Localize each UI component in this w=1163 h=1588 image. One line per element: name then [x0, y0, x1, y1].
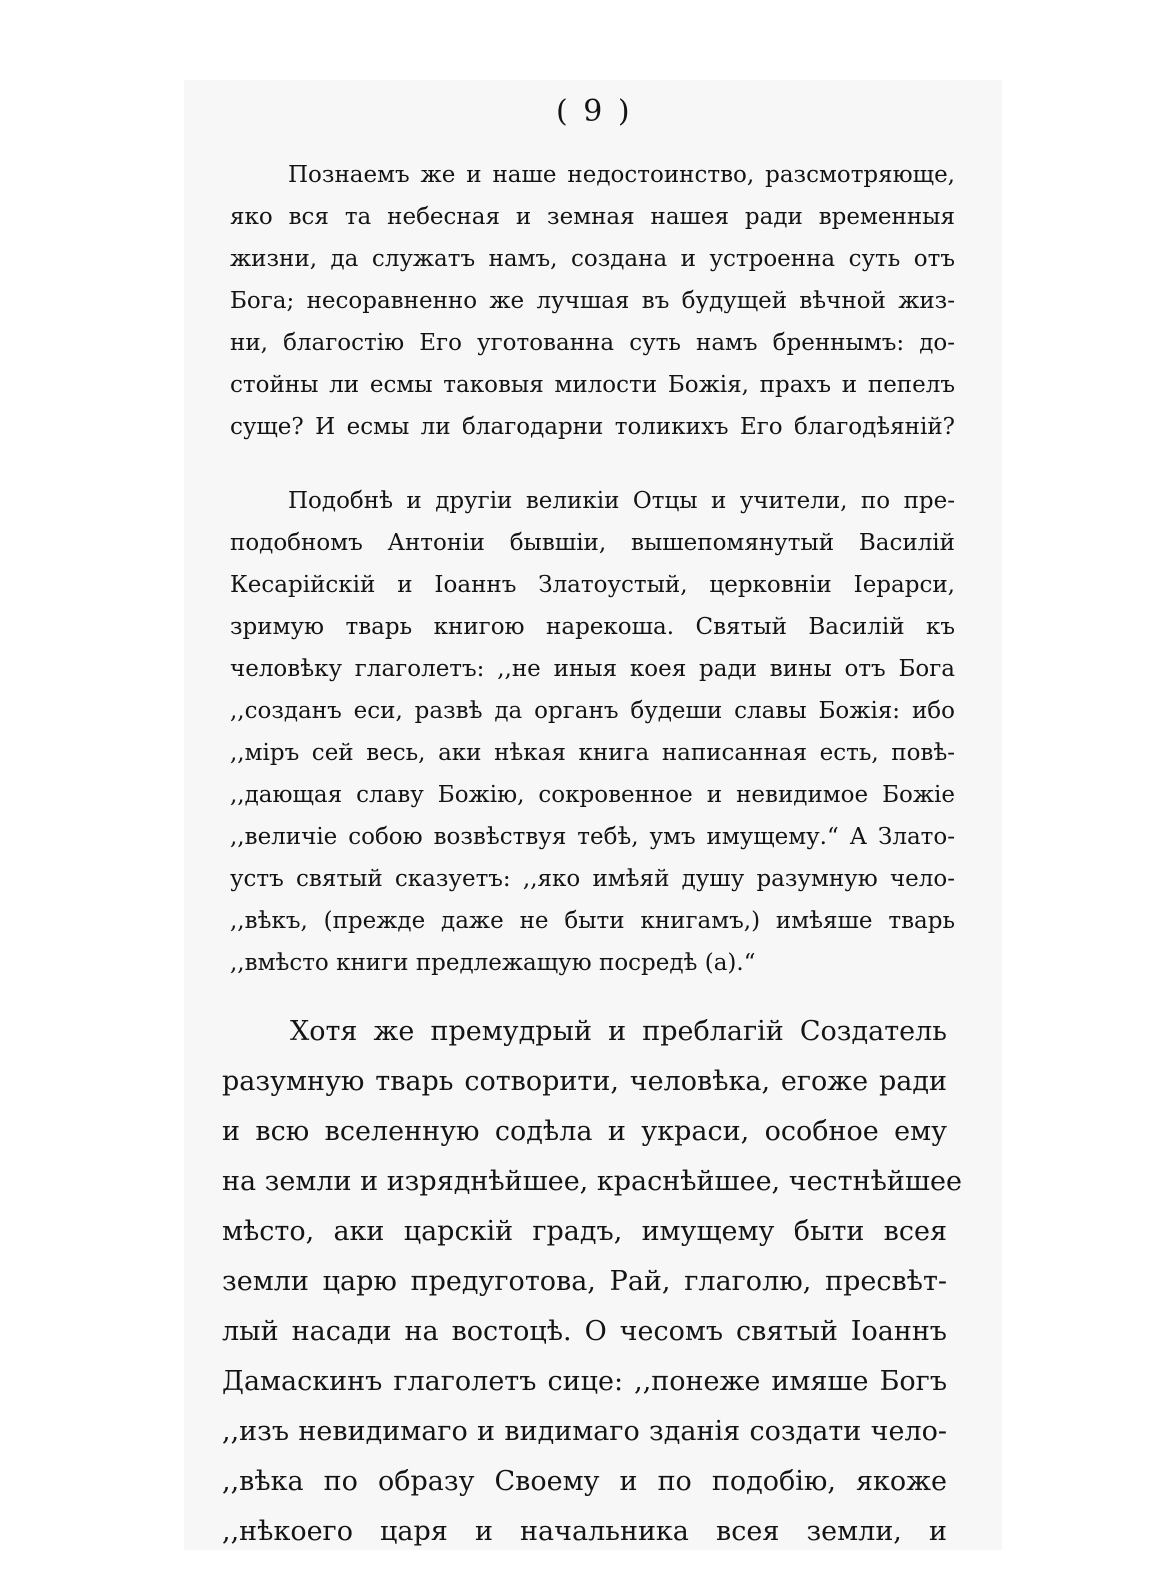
page-number: ( 9 )	[556, 94, 633, 129]
text-line: ,,изъ невидимаго и видимаго зданія создати чело-	[222, 1416, 947, 1447]
text-line: устъ святый сказуетъ: ,,яко имѣяй душу разумную чело-	[230, 866, 955, 892]
text-line: разумную тварь сотворити, человѣка, егоже ради	[222, 1066, 947, 1097]
text-line: ,,нѣкоего царя и начальника всея земли, и	[222, 1516, 947, 1547]
text-line: земли царю предуготова, Рай, глаголю, пресвѣт-	[222, 1266, 947, 1297]
text-line: человѣку глаголетъ: ,,не иныя коея ради вины отъ Бога	[230, 656, 955, 682]
text-line: ,,вмѣсто книги предлежащую посредѣ (а).“	[230, 950, 756, 976]
text-line: зримую тварь книгою нарекоша. Святый Василій къ	[230, 614, 955, 640]
text-line: Подобнѣ и другіи великіи Отцы и учители, по пре-	[288, 488, 955, 514]
text-line: лый насади на востоцѣ. О чесомъ святый Іоаннъ	[222, 1316, 947, 1347]
text-line: Бога; несоравненно же лучшая въ будущей вѣчной жиз-	[230, 288, 955, 314]
text-line: яко вся та небесная и земная нашея ради временныя	[230, 204, 955, 230]
text-line: ,,дающая славу Божію, сокровенное и невидимое Божіе	[230, 782, 955, 808]
text-line: Хотя же премудрый и преблагій Создатель	[290, 1016, 947, 1047]
text-line: ,,величіе собою возвѣствуя тебѣ, умъ имущему.“ А Злато-	[230, 824, 955, 850]
text-line: ,,вѣкъ, (прежде даже не быти книгамъ,) имѣяше тварь	[230, 908, 955, 934]
text-line: ,,міръ сей весь, аки нѣкая книга написанная есть, повѣ-	[230, 740, 955, 766]
text-line: на земли и изряднѣйшее, краснѣйшее, честнѣйшее	[222, 1166, 962, 1197]
text-line: стойны ли есмы таковыя милости Божія, прахъ и пепелъ	[230, 372, 955, 398]
text-line: ,,вѣка по образу Своему и по подобію, якоже	[222, 1466, 947, 1497]
text-line: Кесарійскій и Іоаннъ Златоустый, церковніи Іерарси,	[230, 572, 955, 598]
text-line: подобномъ Антоніи бывшіи, вышепомянутый Василій	[230, 530, 955, 556]
text-line: Дамаскинъ глаголетъ сице: ,,понеже имяше Богъ	[222, 1366, 947, 1397]
text-line: жизни, да служатъ намъ, создана и устроенна суть отъ	[230, 246, 955, 272]
text-line: мѣсто, аки царскій градъ, имущему быти всея	[222, 1216, 947, 1247]
text-line: суще? И есмы ли благодарни толикихъ Его благодѣяній?	[230, 414, 955, 440]
text-line: ни, благостію Его уготованна суть намъ бреннымъ: до-	[230, 330, 955, 356]
text-line: ,,созданъ еси, развѣ да органъ будеши славы Божія: ибо	[230, 698, 955, 724]
text-line: и всю вселенную содѣла и украси, особное ему	[222, 1116, 947, 1147]
text-line: Познаемъ же и наше недостоинство, разсмотряюще,	[288, 162, 955, 188]
